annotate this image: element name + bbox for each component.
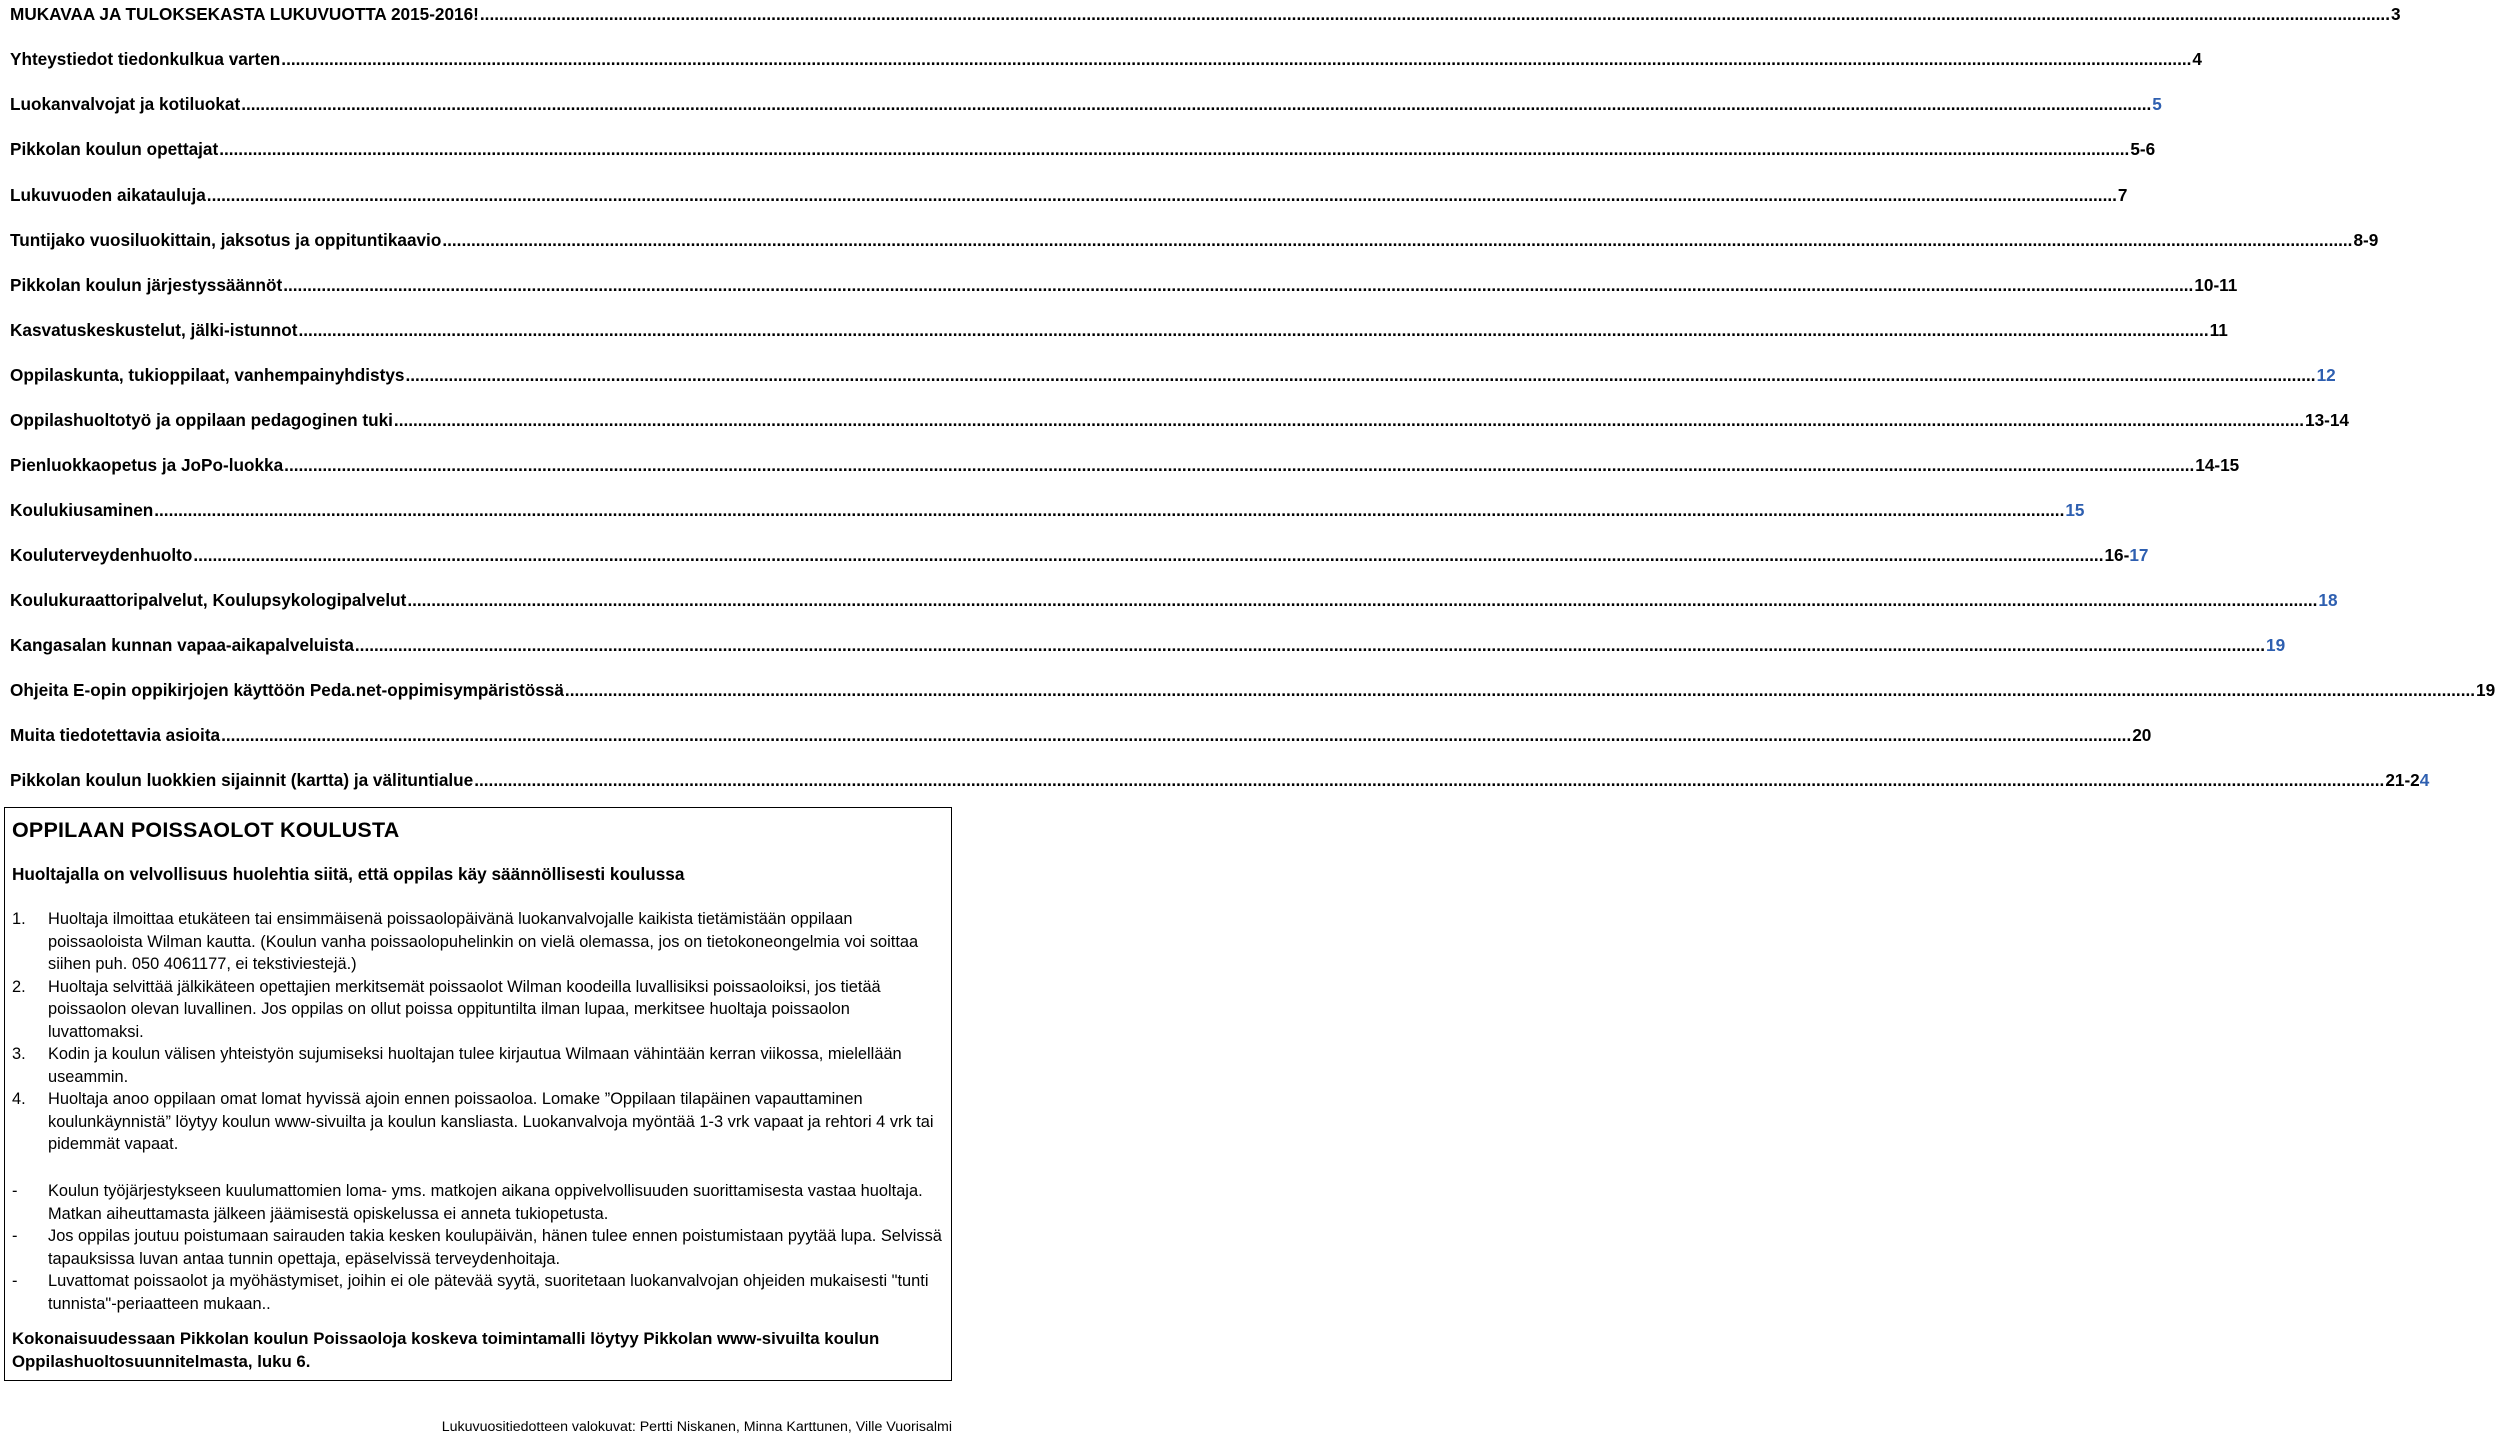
toc-entry[interactable]	[10, 676, 2495, 700]
toc-entry[interactable]	[10, 406, 2349, 430]
toc-dot-leader: ................................................................................................................................................................................................................................................................................................................................................................................................................	[564, 680, 2476, 700]
toc-entry[interactable]	[10, 226, 2379, 250]
toc-entry-title: Muita tiedotettavia asioita	[10, 725, 221, 745]
toc-entry[interactable]	[10, 766, 2430, 790]
toc-entry-title: MUKAVAA JA TULOKSEKASTA LUKUVUOTTA 2015-2016!	[10, 4, 479, 24]
toc-entry-title: Kouluterveydenhuolto	[10, 545, 193, 565]
toc-entry-page: 5	[2152, 94, 2162, 114]
numbered-item	[12, 1088, 947, 1156]
absence-lead: Huoltajalla on velvollisuus huolehtia siitä, että oppilas käy säännöllisesti koulussa	[12, 864, 685, 884]
toc-entry-page: 11	[2209, 320, 2228, 340]
toc-entry-page: 13-14	[2305, 410, 2349, 430]
toc-entry-page: 16-17	[2104, 545, 2149, 565]
toc-entry-page: 14-15	[2195, 455, 2240, 475]
toc-dot-leader: ................................................................................................................................................................................................................................................................................................................................................................................................................	[474, 770, 2385, 790]
toc-entry[interactable]	[10, 496, 2085, 520]
toc-entry[interactable]	[10, 451, 2240, 475]
dashed-item-text: Jos oppilas joutuu poistumaan sairauden takia kesken koulupäivän, hänen tulee ennen poistumistaan pyytää lupa. Selvissä tapauksissa luvan antaa tunnin opettaja, epäselvissä terveydenhoitaja.	[48, 1227, 942, 1268]
numbered-item-text: Kodin ja koulun välisen yhteistyön sujumiseksi huoltajan tulee kirjautua Wilmaan vähintään kerran viikossa, mielellään useammin.	[48, 1045, 902, 1086]
toc-entry-page: 5-6	[2130, 139, 2156, 159]
numbered-item-text: Huoltaja selvittää jälkikäteen opettajien merkitsemät poissaolot Wilman koodeilla luvallisiksi poissaoloiksi, jos tietää poissaolon olevan luvallinen. Jos oppilas on ollut poissa oppituntilta ilman lupaa, merkitsee huoltaja poissaolon luvattomaksi.	[48, 977, 881, 1041]
toc-entry-title: Kangasalan kunnan vapaa-aikapalveluista	[10, 635, 354, 655]
toc-entry[interactable]	[10, 586, 2338, 610]
toc-dot-leader: ................................................................................................................................................................................................................................................................................................................................................................................................................	[479, 4, 2390, 24]
toc-dot-leader: ................................................................................................................................................................................................................................................................................................................................................................................................................	[393, 410, 2305, 430]
toc-entry-title: Oppilaskunta, tukioppilaat, vanhempainyhdistys	[10, 365, 405, 385]
dashed-item-label: -	[12, 1272, 18, 1290]
toc-dot-leader: ................................................................................................................................................................................................................................................................................................................................................................................................................	[283, 275, 2194, 295]
toc-entry[interactable]	[10, 181, 2128, 205]
toc-entry-title: Ohjeita E-opin oppikirjojen käyttöön Peda.net-oppimisympäristössä	[10, 680, 564, 700]
toc-entry-title: Koulukiusaminen	[10, 500, 154, 520]
toc-entry-title: Pikkolan koulun opettajat	[10, 139, 219, 159]
toc-dot-leader: ................................................................................................................................................................................................................................................................................................................................................................................................................	[206, 185, 2117, 205]
absence-heading: OPPILAAN POISSAOLOT KOULUSTA	[12, 818, 400, 842]
toc-dot-leader: ................................................................................................................................................................................................................................................................................................................................................................................................................	[154, 500, 2065, 520]
toc-entry[interactable]	[10, 135, 2156, 159]
toc-dot-leader: ................................................................................................................................................................................................................................................................................................................................................................................................................	[281, 49, 2192, 69]
dashed-item-label: -	[12, 1182, 18, 1200]
numbered-item-text: Huoltaja ilmoittaa etukäteen tai ensimmäisenä poissaolopäivänä luokanvalvojalle kaikista tietämistään oppilaan poissaoloista Wilman kautta. (Koulun vanha poissaolopuhelinkin on vielä olemassa, jos on tietokoneongelmia voi soittaa siihen puh. 050 4061177, ei tekstiviestejä.)	[48, 910, 919, 973]
toc-entry[interactable]	[10, 316, 2228, 340]
toc-dot-leader: ................................................................................................................................................................................................................................................................................................................................................................................................................	[405, 365, 2316, 385]
toc-entry-page: 8-9	[2353, 230, 2379, 250]
toc-dot-leader: ................................................................................................................................................................................................................................................................................................................................................................................................................	[193, 545, 2104, 565]
dashed-item-text: Koulun työjärjestykseen kuulumattomien loma- yms. matkojen aikana oppivelvollisuuden suorittamisesta vastaa huoltaja. Matkan aiheuttamasta jälkeen jäämisestä opiskelussa ei anneta tukiopetusta.	[48, 1182, 923, 1223]
numbered-item	[12, 908, 947, 976]
numbered-item	[12, 1043, 947, 1088]
absence-numbered-list	[12, 908, 947, 1156]
toc-entry-title: Pikkolan koulun luokkien sijainnit (kartta) ja välituntialue	[10, 770, 474, 790]
dashed-item-text: Luvattomat poissaolot ja myöhästymiset, joihin ei ole pätevää syytä, suoritetaan luokanvalvojan ohjeiden mukaisesti "tunti tunnista"-periaatteen mukaan..	[48, 1272, 929, 1313]
numbered-item-label: 4.	[12, 1090, 26, 1108]
dashed-item	[12, 1225, 947, 1270]
toc-dot-leader: ................................................................................................................................................................................................................................................................................................................................................................................................................	[284, 455, 2195, 475]
toc-entry[interactable]	[10, 361, 2336, 385]
toc-dot-leader: ................................................................................................................................................................................................................................................................................................................................................................................................................	[298, 320, 2209, 340]
toc-entry-page: 4	[2192, 49, 2202, 69]
numbered-item-label: 1.	[12, 910, 26, 928]
absence-footer: Kokonaisuudessaan Pikkolan koulun Poissaoloja koskeva toimintamalli löytyy Pikkolan www-sivuilta koulun Oppilashuoltosuunnitelmasta, luku 6.	[12, 1329, 880, 1371]
toc-entry-page: 19	[2476, 680, 2495, 700]
toc-entry[interactable]	[10, 631, 2286, 655]
absence-info-box	[4, 807, 952, 1381]
numbered-item	[12, 976, 947, 1044]
toc-entry[interactable]	[10, 721, 2152, 745]
dashed-item-label: -	[12, 1227, 18, 1245]
toc-entry-title: Tuntijako vuosiluokittain, jaksotus ja oppituntikaavio	[10, 230, 442, 250]
toc-entry-page: 20	[2132, 725, 2152, 745]
toc-entry-page: 3	[2391, 4, 2401, 24]
toc-entry[interactable]	[10, 45, 2202, 69]
toc-entry-page: 10-11	[2194, 275, 2238, 295]
toc-entry-title: Kasvatuskeskustelut, jälki-istunnot	[10, 320, 298, 340]
photo-credits: Lukuvuositiedotteen valokuvat: Pertti Niskanen, Minna Karttunen, Ville Vuorisalmi	[441, 1419, 952, 1435]
toc-entry-title: Lukuvuoden aikatauluja	[10, 185, 206, 205]
toc-entry-title: Luokanvalvojat ja kotiluokat	[10, 94, 241, 114]
toc-entry[interactable]	[10, 541, 2149, 565]
toc-dot-leader: ................................................................................................................................................................................................................................................................................................................................................................................................................	[219, 139, 2130, 159]
toc-dot-leader: ................................................................................................................................................................................................................................................................................................................................................................................................................	[442, 230, 2353, 250]
toc-entry[interactable]	[10, 90, 2162, 114]
toc-dot-leader: ................................................................................................................................................................................................................................................................................................................................................................................................................	[407, 590, 2318, 610]
toc-entry[interactable]	[10, 271, 2238, 295]
toc-dot-leader: ................................................................................................................................................................................................................................................................................................................................................................................................................	[354, 635, 2266, 655]
toc-entry[interactable]	[10, 0, 2401, 24]
toc-entry-page: 18	[2318, 590, 2338, 610]
dashed-item	[12, 1180, 947, 1225]
dashed-item	[12, 1270, 947, 1315]
toc-entry-title: Yhteystiedot tiedonkulkua varten	[10, 49, 281, 69]
absence-dashed-list	[12, 1180, 947, 1315]
toc-entry-title: Koulukuraattoripalvelut, Koulupsykologipalvelut	[10, 590, 407, 610]
toc-entry-title: Pienluokkaopetus ja JoPo-luokka	[10, 455, 284, 475]
numbered-item-text: Huoltaja anoo oppilaan omat lomat hyvissä ajoin ennen poissaoloa. Lomake ”Oppilaan tilapäinen vapauttaminen koulunkäynnistä” löytyy koulun www-sivuilta ja koulun kansliasta. Luokanvalvoja myöntää 1-3 vrk vapaat ja rehtori 4 vrk tai pidemmät vapaat.	[48, 1090, 934, 1153]
toc-entry-page: 15	[2065, 500, 2085, 520]
numbered-item-label: 2.	[12, 977, 26, 996]
toc-entry-page: 7	[2117, 185, 2128, 205]
toc-dot-leader: ................................................................................................................................................................................................................................................................................................................................................................................................................	[241, 94, 2152, 114]
toc-dot-leader: ................................................................................................................................................................................................................................................................................................................................................................................................................	[221, 725, 2132, 745]
toc-entry-page: 12	[2316, 365, 2336, 385]
toc-entry-page: 21-24	[2385, 770, 2430, 790]
toc-entry-title: Pikkolan koulun järjestyssäännöt	[10, 275, 283, 295]
toc-entry-page: 19	[2266, 635, 2286, 655]
numbered-item-label: 3.	[12, 1045, 26, 1063]
toc-entry-title: Oppilashuoltotyö ja oppilaan pedagoginen tuki	[10, 410, 393, 430]
